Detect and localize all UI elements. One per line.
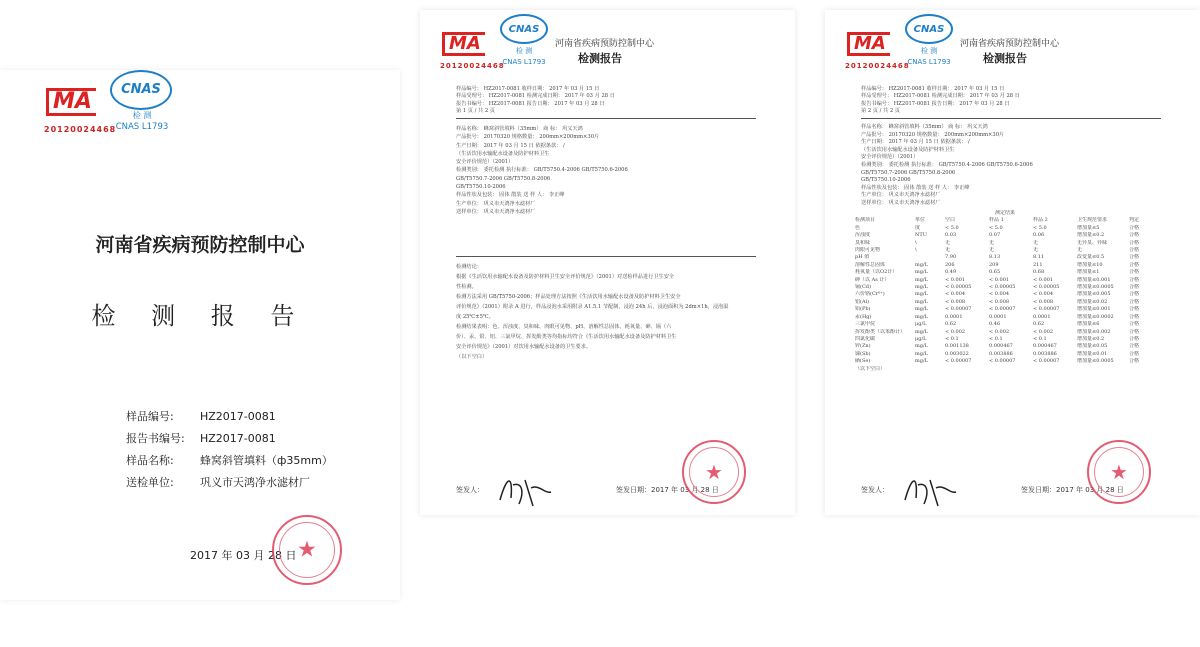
field-line: 安全评价规范）（2001） [861, 154, 919, 161]
table-cell: 无 [989, 239, 995, 246]
conclusion-line: 检测方法采用 GB/T5750-2006；样品处理方法按照《生活饮用水输配水设备及防护材料卫生安全 [456, 294, 681, 300]
table-cell: 合格 [1129, 313, 1140, 320]
table-cell: 合格 [1129, 232, 1140, 239]
field-line: 样品名称： 蜂窝斜管填料（35mm） 商 标： 巩义天鸿 [456, 126, 583, 132]
table-cell: 8.13 [989, 254, 1001, 261]
table-cell: 无 [1033, 239, 1039, 246]
results-table [855, 210, 1185, 373]
cnas-code: CNAS L1793 [115, 122, 169, 132]
field-line: 样品名称： 蜂窝斜管填料（35mm） 商 标： 巩义天鸿 [861, 124, 988, 130]
table-cell: 0.003886 [989, 350, 1013, 357]
signature [900, 470, 960, 510]
cover-info [126, 406, 333, 494]
field-line: （生活饮用水输配水设备及防护材料卫生 [861, 146, 955, 153]
table-cell: 三氯甲烷 [855, 321, 876, 328]
table-cell: 锌(Zn) [855, 343, 871, 350]
table-cell: 0.49 [945, 269, 957, 276]
ma-logo [847, 32, 890, 56]
field-line: GB/T5750.7-2006 GB/T5750.8-2006 [861, 169, 956, 176]
ma-logo [442, 32, 485, 56]
table-cell: mg/L [915, 343, 928, 350]
star-icon: ★ [297, 537, 317, 563]
table-cell: 增加量≤0.0005 [1077, 358, 1114, 365]
cnas-code: CNAS L1793 [907, 58, 951, 66]
table-cell: 增加量≤0.02 [1077, 298, 1108, 305]
info-key: 样品名称: [126, 454, 174, 467]
table-cell: < 0.00007 [945, 358, 972, 365]
meta-line: 样品编号： HZ2017-0081 收样日期： 2017 年 03 月 15 日 [456, 86, 600, 92]
signer-label: 签发人： [861, 486, 889, 494]
table-cell: < 0.00007 [989, 358, 1016, 365]
field-line: GB/T5750.10-2006 [861, 177, 911, 184]
table-cell: 0.46 [989, 321, 1001, 328]
table-cell: 0.001138 [945, 343, 969, 350]
table-cell: < 0.004 [1033, 291, 1054, 298]
report-title: 检 测 报 告 [91, 302, 309, 330]
conclusion-block [456, 262, 728, 362]
table-cell: 浑浊度 [855, 232, 871, 239]
table-cell: 合格 [1129, 298, 1140, 305]
table-row [855, 254, 1185, 261]
info-value: 巩义市天鸿净水滤材厂 [200, 476, 310, 489]
table-row [855, 358, 1185, 365]
table-cell: 0.06 [1033, 232, 1045, 239]
star-icon: ★ [705, 460, 723, 484]
table-cell: 合格 [1129, 284, 1140, 291]
table-cell: 铅(Pb) [855, 306, 871, 313]
signature [495, 470, 555, 510]
table-cell: 增加量≤0.05 [1077, 343, 1108, 350]
cnas-logo [500, 14, 548, 44]
table-cell: < 0.001 [945, 276, 966, 283]
table-row [855, 247, 1185, 254]
table-cell: < 5.0 [1033, 224, 1047, 231]
table-row [855, 314, 1185, 321]
table-cell: 汞(Hg) [855, 313, 872, 320]
table-row [855, 225, 1185, 232]
table-cell: 合格 [1129, 276, 1140, 283]
table-cell: 211 [1033, 261, 1043, 268]
field-line: 生产单位： 巩义市天鸿净水滤材厂 [456, 200, 536, 207]
cover-page [0, 70, 400, 600]
info-value: HZ2017-0081 [200, 432, 276, 445]
table-cell: 四氯化碳 [855, 335, 876, 342]
org-name: 河南省疾病预防控制中心 [95, 234, 305, 256]
table-cell: 度 [915, 224, 921, 231]
table-row [855, 366, 1185, 373]
table-cell: 合格 [1129, 343, 1140, 350]
table-cell: 0.003886 [1033, 350, 1057, 357]
table-cell: < 0.00005 [945, 284, 972, 291]
table-body [855, 225, 1185, 373]
field-line: 产品批号： 20170320 规格数量： 200mm×200mm×30片 [456, 134, 600, 141]
table-row [855, 232, 1185, 239]
table-cell: < 0.00007 [945, 306, 972, 313]
table-cell: 无 [1033, 247, 1039, 254]
table-cell: < 0.1 [989, 335, 1003, 342]
table-cell: 无 [1077, 247, 1083, 254]
ma-logo [46, 88, 96, 116]
table-cell: 合格 [1129, 358, 1140, 365]
table-row [855, 299, 1185, 306]
cnas-code: CNAS L1793 [502, 58, 546, 66]
table-cell: < 0.008 [989, 298, 1010, 305]
conclusion-line: 检测结果表明：色、浑浊度、臭和味、肉眼可见物、pH、溶解性总固体、耗氧量、砷、镉（六 [456, 324, 672, 330]
table-header: 卫生规范要求 [1077, 217, 1108, 224]
info-row [126, 428, 333, 450]
table-row [855, 240, 1185, 247]
header-title: 检测报告 [578, 52, 622, 65]
info-key: 样品编号: [126, 410, 174, 423]
ma-mark: MA [46, 88, 96, 116]
table-header: 检测项目 [855, 217, 876, 224]
table-cell: 合格 [1129, 335, 1140, 342]
header-org: 河南省疾病预防控制中心 [960, 39, 1060, 49]
table-cell: 增加量≤10 [1077, 261, 1103, 268]
table-cell: < 0.00005 [989, 284, 1016, 291]
table-cell: 增加量≤0.002 [1077, 328, 1111, 335]
field-line: GB/T5750.10-2006 [456, 184, 506, 191]
official-seal [682, 440, 746, 504]
meta-block [456, 86, 615, 115]
table-cell: 合格 [1129, 254, 1140, 261]
table-header: 单位 [915, 217, 926, 224]
sign-date: 签发日期：2017 年 03 月 28 日 [1021, 486, 1124, 494]
table-cell: 206 [945, 261, 955, 268]
table-cell: < 0.1 [945, 335, 959, 342]
info-key: 报告书编号: [126, 432, 185, 445]
table-cell: 增加量≤0.2 [1077, 335, 1105, 342]
table-cell: NTU [915, 232, 927, 239]
table-cell: < 0.002 [945, 328, 966, 335]
table-cell: 合格 [1129, 247, 1140, 254]
conclusion-line: 度 25℃±5℃。 [456, 314, 494, 320]
official-seal [272, 515, 342, 585]
table-cell: 无 [945, 247, 951, 254]
meta-line: 样品受理号： HZ2017-0081 检测完成日期： 2017 年 03 月 28 日 [861, 93, 1020, 100]
conclusion-line: （以下空白） [456, 354, 488, 360]
divider [456, 256, 756, 257]
table-cell: < 5.0 [945, 224, 959, 231]
table-cell: < 0.00005 [1033, 284, 1060, 291]
field-line: 检测类别： 委托检测 执行标准： GB/T5750.4-2006 GB/T5750.6-2006 [861, 161, 1033, 168]
sign-date: 签发日期：2017 年 03 月 28 日 [616, 486, 719, 494]
field-line: 送样单位： 巩义市天鸿净水滤材厂 [456, 208, 536, 215]
table-header: 样品 1 [989, 217, 1004, 224]
table-cell: 增加量≤0.001 [1077, 276, 1111, 283]
field-line: 样品性状及包装： 固体 散装 送 样 人： 李正峰 [861, 184, 970, 191]
table-cell: 合格 [1129, 321, 1140, 328]
report-page-1 [420, 10, 795, 515]
table-cell: 0.0001 [945, 313, 963, 320]
table-cell: 合格 [1129, 224, 1140, 231]
table-row [855, 351, 1185, 358]
table-cell [915, 254, 945, 261]
table-cell: μg/L [915, 321, 927, 328]
table-cell: < 0.008 [945, 298, 966, 305]
table-cell: mg/L [915, 350, 928, 357]
table-header: 判定 [1129, 217, 1140, 224]
table-cell: mg/L [915, 284, 928, 291]
table-group-row [855, 210, 1185, 217]
table-cell: 六价铬(Cr⁶⁺) [855, 291, 885, 298]
table-cell: （以下空白） [855, 365, 886, 372]
cnas-logo [905, 14, 953, 44]
table-cell: < 0.00007 [989, 306, 1016, 313]
table-cell: < 0.004 [989, 291, 1010, 298]
table-cell: 耗氧量（以O2计） [855, 269, 898, 276]
meta-line: 样品受理号： HZ2017-0081 检测完成日期： 2017 年 03 月 28 日 [456, 93, 615, 100]
table-row [855, 329, 1185, 336]
table-cell: 砷（以 As 计） [855, 276, 890, 283]
table-cell: 0.000467 [1033, 343, 1057, 350]
table-cell: 增加量≤6 [1077, 321, 1100, 328]
table-cell: 增加量≤5 [1077, 224, 1100, 231]
table-cell: 合格 [1129, 269, 1140, 276]
cnas-sub: 检 测 [132, 111, 152, 120]
table-cell: 0.0001 [989, 313, 1007, 320]
conclusion-line: 价）、汞、铅、铝、三氯甲烷、挥发酚类等均指标均符合《生活饮用水输配水设备及防护材料卫生 [456, 334, 677, 340]
table-cell: 7.90 [945, 254, 957, 261]
table-row [855, 262, 1185, 269]
table-cell: 0.003022 [945, 350, 969, 357]
table-cell: 改变量≤0.5 [1077, 254, 1105, 261]
table-cell: 0.62 [1033, 321, 1045, 328]
header-title: 检测报告 [983, 52, 1027, 65]
field-line: 产品批号： 20170320 规格数量： 200mm×200mm×30片 [861, 131, 1005, 138]
table-header: 空白 [945, 217, 956, 224]
table-cell: 增加量≤0.005 [1077, 291, 1111, 298]
table-cell: 合格 [1129, 328, 1140, 335]
field-line: （生活饮用水输配水设备及防护材料卫生 [456, 150, 550, 157]
table-cell: \ [915, 247, 917, 254]
table-header-row [855, 217, 1185, 224]
table-cell: mg/L [915, 306, 928, 313]
info-row [126, 450, 333, 472]
cnas-mark: CNAS [121, 82, 161, 97]
field-line: 生产单位： 巩义市天鸿净水滤材厂 [861, 192, 941, 199]
info-value: HZ2017-0081 [200, 410, 276, 423]
table-cell: 增加量≤0.01 [1077, 350, 1108, 357]
ma-mark: MA [847, 32, 890, 56]
table-cell: < 0.002 [989, 328, 1010, 335]
table-cell: 合格 [1129, 261, 1140, 268]
table-cell: 增加量≤0.001 [1077, 306, 1111, 313]
table-row [855, 306, 1185, 313]
meta-line: 第 1 页 / 共 2 页 [456, 107, 495, 114]
table-cell [945, 366, 989, 373]
table-cell: 无 [989, 247, 995, 254]
table-row [855, 269, 1185, 276]
table-row [855, 291, 1185, 298]
cnas-sub: 检 测 [515, 47, 533, 55]
meta-line: 第 2 页 / 共 2 页 [861, 107, 900, 114]
table-cell: μg/L [915, 335, 927, 342]
table-cell: 0.65 [989, 269, 1001, 276]
fields-block [861, 124, 1033, 208]
cert-number: 20120024468 [440, 62, 505, 70]
table-cell: 0.68 [1033, 269, 1045, 276]
cert-number: 20120024468 [845, 62, 910, 70]
meta-line: 报告书编号： HZ2017-0081 报告日期： 2017 年 03 月 28 日 [861, 100, 1010, 107]
field-line: 样品性状及包装： 固体 散装 送 样 人： 李正峰 [456, 192, 565, 199]
table-cell: 肉眼可见物 [855, 247, 881, 254]
table-cell: mg/L [915, 328, 928, 335]
cnas-logo [110, 70, 172, 110]
table-cell: 8.11 [1033, 254, 1045, 261]
cover-date: 2017 年 03 月 28 日 [190, 549, 297, 562]
table-cell: 硒(Se) [855, 358, 871, 365]
meta-block [861, 86, 1020, 115]
report-page-2 [825, 10, 1200, 515]
table-cell: mg/L [915, 261, 928, 268]
table-cell: < 5.0 [989, 224, 1003, 231]
field-line: 送样单位： 巩义市天鸿净水滤材厂 [861, 199, 941, 206]
table-cell: 合格 [1129, 350, 1140, 357]
table-cell [989, 366, 1033, 373]
table-row [855, 321, 1185, 328]
table-cell [1033, 366, 1077, 373]
table-cell: < 0.00007 [1033, 306, 1060, 313]
table-cell: 色 [855, 224, 861, 231]
table-cell: 合格 [1129, 239, 1140, 246]
table-cell: 镉(Cd) [855, 284, 871, 291]
cnas-mark: CNAS [913, 24, 945, 35]
table-cell: < 0.1 [1033, 335, 1047, 342]
table-cell: < 0.00007 [1033, 358, 1060, 365]
table-cell: 0.000467 [989, 343, 1013, 350]
table-cell [915, 366, 945, 373]
conclusion-line: 检测结论： [456, 264, 482, 270]
conclusion-line: 安全评价规范》（2001）对饮用水输配水设备的卫生要求。 [456, 344, 592, 350]
table-cell: 0.03 [945, 232, 957, 239]
table-cell: < 0.002 [1033, 328, 1054, 335]
meta-line: 报告书编号： HZ2017-0081 报告日期： 2017 年 03 月 28 日 [456, 100, 605, 107]
cnas-sub: 检 测 [920, 47, 938, 55]
official-seal [1087, 440, 1151, 504]
table-row [855, 284, 1185, 291]
table-cell: 增加量≤0.2 [1077, 232, 1105, 239]
table-cell [1077, 366, 1129, 373]
table-cell: mg/L [915, 276, 928, 283]
info-value: 蜂窝斜管填料（ф35mm） [200, 454, 333, 467]
signer-label: 签发人： [456, 486, 484, 494]
star-icon: ★ [1110, 460, 1128, 484]
table-cell: < 0.001 [1033, 276, 1054, 283]
table-cell: 溶解性总固体 [855, 261, 886, 268]
table-cell: 无 [945, 239, 951, 246]
table-cell: < 0.004 [945, 291, 966, 298]
table-cell: mg/L [915, 298, 928, 305]
field-line: 安全评价规范）（2001） [456, 159, 514, 166]
divider [456, 118, 756, 119]
table-cell: 0.0001 [1033, 313, 1051, 320]
table-row [855, 277, 1185, 284]
table-row [855, 343, 1185, 350]
table-cell: 锑(Sb) [855, 350, 871, 357]
field-line: 生产日期： 2017 年 03 月 15 日 依据条款： / [861, 139, 970, 146]
table-cell: mg/L [915, 313, 928, 320]
info-row [126, 406, 333, 428]
table-cell: < 0.008 [1033, 298, 1054, 305]
table-cell: pH 值 [855, 254, 870, 261]
conclusion-line: 性检测。 [456, 284, 477, 290]
table-cell: 合格 [1129, 306, 1140, 313]
table-header: 样品 2 [1033, 217, 1048, 224]
ma-mark: MA [442, 32, 485, 56]
info-row [126, 472, 333, 494]
cert-number: 20120024468 [44, 125, 117, 134]
table-cell: \ [915, 239, 917, 246]
table-cell: 臭和味 [855, 239, 871, 246]
cnas-mark: CNAS [508, 24, 540, 35]
field-line: 检测类别： 委托检测 执行标准： GB/T5750.4-2006 GB/T5750.6-2006 [456, 167, 628, 174]
table-cell [1129, 366, 1155, 373]
table-row [855, 336, 1185, 343]
table-group-label: 测定结果 [995, 210, 1016, 216]
table-cell: 铝(Al) [855, 298, 870, 305]
table-cell: mg/L [915, 358, 928, 365]
table-cell: 0.62 [945, 321, 957, 328]
table-cell: 增加量≤0.0002 [1077, 313, 1114, 320]
field-line: 生产日期： 2017 年 03 月 15 日 依据条款： / [456, 142, 565, 149]
table-cell: 合格 [1129, 291, 1140, 298]
table-cell: 0.07 [989, 232, 1001, 239]
divider [861, 118, 1161, 119]
conclusion-line: 评价规范》（2001）附录 A 进行，样品浸泡水采用附录 A1.5.1 节配制，浸泡 24h 后，浸泡面积为 2dm×1h，浸泡温 [456, 304, 729, 310]
conclusion-line: 根据《生活饮用水输配水设备及防护材料卫生安全评价规范》（2001）对送检样品进行卫生安全 [456, 274, 675, 280]
header-org: 河南省疾病预防控制中心 [555, 39, 655, 49]
table-cell: 增加量≤0.0005 [1077, 284, 1114, 291]
table-cell: 209 [989, 261, 999, 268]
fields-block [456, 125, 628, 216]
table-cell: mg/L [915, 269, 928, 276]
table-cell: 挥发酚类（以苯酚计） [855, 328, 906, 335]
table-cell: mg/L [915, 291, 928, 298]
table-cell: 增加量≤1 [1077, 269, 1100, 276]
field-line: GB/T5750.7-2006 GB/T5750.8-2006 [456, 175, 551, 182]
meta-line: 样品编号： HZ2017-0081 收样日期： 2017 年 03 月 15 日 [861, 86, 1005, 92]
table-cell: < 0.001 [989, 276, 1010, 283]
info-key: 送检单位: [126, 476, 174, 489]
table-cell: 无异臭、异味 [1077, 239, 1108, 246]
